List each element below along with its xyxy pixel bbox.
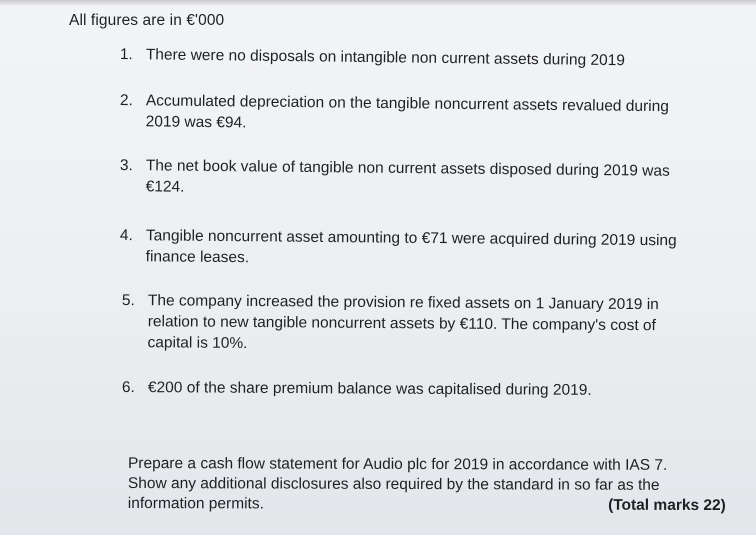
note-number: 6. xyxy=(121,378,135,397)
note-number: 2. xyxy=(119,91,133,110)
instruction-line-3 xyxy=(128,494,726,516)
note-number: 1. xyxy=(119,45,133,64)
instruction-line-1: Prepare a cash flow statement for Audio plc for 2019 in accordance with IAS 7. xyxy=(127,455,668,474)
note-number: 4. xyxy=(119,226,133,245)
note-text: €200 of the share premium balance was capitalised during 2019. xyxy=(147,379,592,399)
note-text: The net book value of tangible non current assets disposed during 2019 was €124. xyxy=(145,157,670,196)
note-item-3 xyxy=(120,155,710,203)
total-marks: (Total marks 22) xyxy=(608,496,726,515)
instruction-line-3-text: information permits. xyxy=(127,494,264,513)
note-text: Accumulated depreciation on the tangible noncurrent assets revalued during 2019 was €94. xyxy=(145,92,669,132)
note-text: There were no disposals on intangible non current assets during 2019 xyxy=(145,46,626,70)
note-number: 5. xyxy=(121,291,135,310)
question-instructions xyxy=(128,454,728,516)
note-item-5 xyxy=(122,290,712,358)
note-number: 3. xyxy=(119,156,133,175)
instruction-line-2: Show any additional disclosures also required by the standard in so far as the xyxy=(127,474,660,494)
note-item-4 xyxy=(120,225,710,273)
note-item-1 xyxy=(120,44,710,72)
figures-unit-note: All figures are in €'000 xyxy=(69,12,225,29)
note-text: The company increased the provision re fixed assets on 1 January 2019 in relation to new tangible noncurrent assets by €110. The company's cost of capital is 10%. xyxy=(147,292,659,352)
note-item-2 xyxy=(120,90,710,139)
note-item-6 xyxy=(122,377,712,402)
note-text: Tangible noncurrent asset amounting to €71 were acquired during 2019 using finance leases. xyxy=(145,227,677,267)
